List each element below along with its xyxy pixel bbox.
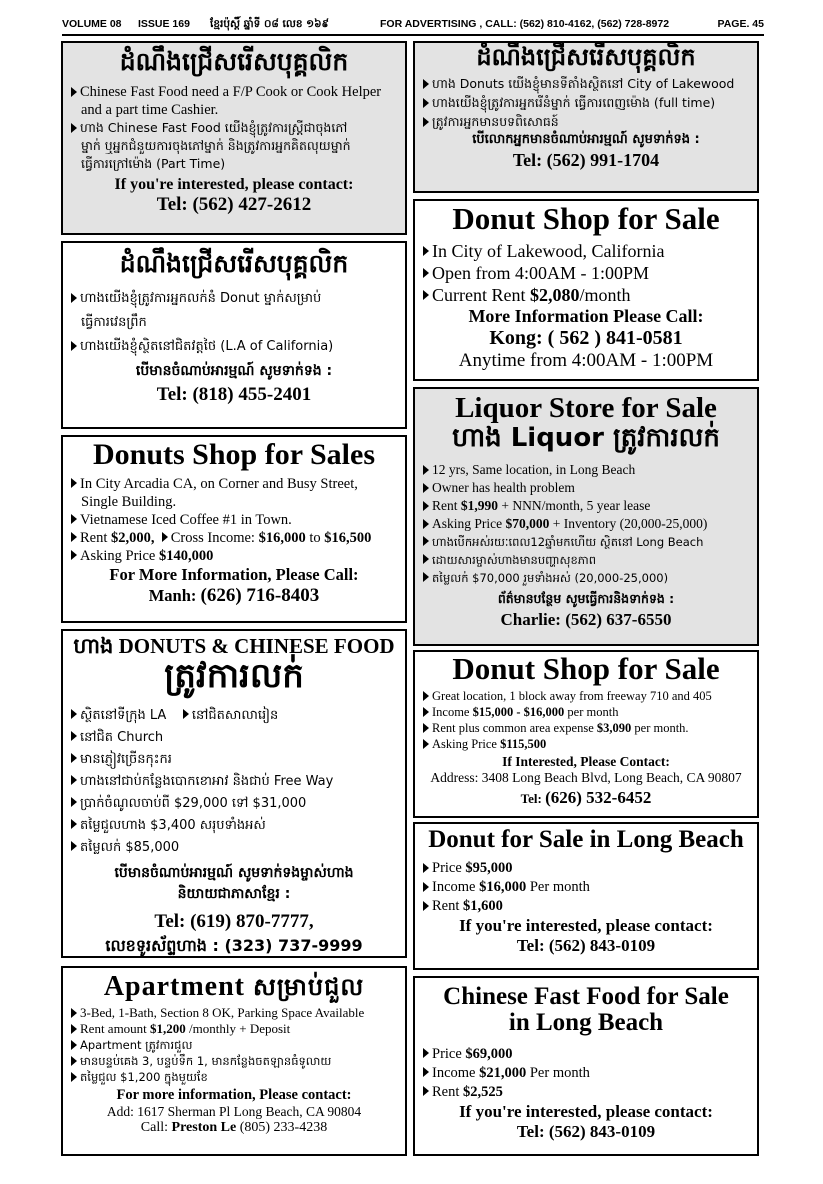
bullet-icon <box>423 98 429 108</box>
ad-title: Donut Shop for Sale <box>452 651 720 686</box>
ad-contact: បើលោកអ្នកមានចំណាប់អារម្មណ៍ សូមទាក់ទង : <box>472 132 700 148</box>
ad-hiring-lakewood-donuts <box>413 41 759 193</box>
ad-line: Single Building. <box>81 493 177 510</box>
bullet-icon <box>71 1056 77 1066</box>
ad-line: and a part time Cashier. <box>81 102 219 119</box>
bullet-icon <box>423 691 429 701</box>
bullet-icon <box>71 478 77 488</box>
bullet-icon <box>423 519 429 529</box>
bullet-icon <box>71 731 77 741</box>
ad-phone: Charlie: (562) 637-6550 <box>500 609 672 629</box>
ad-line: Great location, 1 block away from freeway 710 and 405 <box>423 688 757 704</box>
bullet-icon <box>71 293 77 303</box>
ad-phone: Tel: (626) 532-6452 <box>520 787 652 807</box>
ad-title: Chinese Fast Food for Sale <box>443 983 729 1010</box>
ad-title: ដំណឹងជ្រើសរើសបុគ្គលិក <box>476 43 696 71</box>
ad-contact: បើមានចំណាប់អារម្មណ៍ សូមទាក់ទង : <box>135 363 333 380</box>
ad-line: Rent $2,525 <box>423 1083 757 1102</box>
ad-phone: Tel: (818) 455-2401 <box>156 384 312 406</box>
ad-contact: For More Information, Please Call: <box>109 564 359 584</box>
ad-line: នៅជិត Church <box>71 727 405 749</box>
ad-line: ហាង Chinese Fast Food យើងខ្ញុំត្រូវការស្ដ្រីជាចុងភៅ <box>71 119 405 137</box>
bullet-icon <box>423 117 429 127</box>
page-header <box>62 18 764 34</box>
bullet-icon <box>71 797 77 807</box>
bullet-icon <box>423 465 429 475</box>
bullet-icon <box>71 709 77 719</box>
ad-liquor-store <box>413 387 759 646</box>
bullet-icon <box>423 79 429 89</box>
header-divider <box>62 34 764 36</box>
ad-contact: More Information Please Call: <box>468 305 704 326</box>
ad-title: Donut for Sale in Long Beach <box>428 826 744 853</box>
ad-address: Address: 3408 Long Beach Blvd, Long Beach, CA 90807 <box>430 769 742 785</box>
ad-line: Rent $2,000, Cross Income: $16,000 to $16,500 <box>71 529 405 547</box>
bullet-icon <box>423 1086 429 1096</box>
ad-line: តម្លៃជួល $1,200 ក្នុងមួយខែ <box>71 1069 405 1085</box>
bullet-icon <box>71 841 77 851</box>
bullet-icon <box>183 709 189 719</box>
khmer-date-label: ខ្មែរប៉ុស្ដិ៍ ឆ្នាំទី ០៨ លេខ ១៦៩ <box>210 18 329 30</box>
ad-donut-shop-lakewood <box>413 199 759 381</box>
bullet-icon <box>423 1067 429 1077</box>
ad-contact: If you're interested, please contact: <box>459 1101 713 1121</box>
ad-contact: បើមានចំណាប់អារម្មណ៍ សូមទាក់ទងម្ចាស់ហាង <box>114 864 354 881</box>
bullet-icon <box>71 1008 77 1018</box>
ad-line: តម្លៃជួលហាង $3,400 សរុបទាំងអស់ <box>71 815 405 837</box>
bullet-icon <box>71 819 77 829</box>
ad-line: ត្រូវការអ្នកមានបទពិសោធន៍ <box>423 112 757 131</box>
ad-line: Rent $1,600 <box>423 897 757 916</box>
bullet-icon <box>71 775 77 785</box>
ad-title: Liquor Store for Sale <box>455 392 717 424</box>
ad-title: ដំណឹងជ្រើសរើសបុគ្គលិក <box>119 249 349 278</box>
ad-contact: ព័ត៌មានបន្ថែម សូមធ្វើការនិងទាក់ទង : <box>497 590 675 606</box>
ad-phone: Tel: (562) 843-0109 <box>516 936 656 956</box>
ad-line: In City Arcadia CA, on Corner and Busy Street, <box>71 475 405 493</box>
ad-contact: For more information, Please contact: <box>116 1087 352 1104</box>
advertising-label: FOR ADVERTISING , CALL: (562) 810-4162, (562) 728-8972 <box>380 18 670 30</box>
bullet-icon <box>71 1040 77 1050</box>
bullet-icon <box>423 268 429 278</box>
bullet-icon <box>71 550 77 560</box>
ad-title: Donut Shop for Sale <box>452 201 720 236</box>
bullet-icon <box>423 739 429 749</box>
issue-label: ISSUE 169 <box>138 18 190 30</box>
ad-line: Current Rent $2,080/month <box>423 284 757 306</box>
bullet-icon <box>423 1048 429 1058</box>
ad-chinese-fast-food-long-beach <box>413 976 759 1156</box>
ad-line: Price $69,000 <box>423 1045 757 1064</box>
bullet-icon <box>423 901 429 911</box>
ad-line: Price $95,000 <box>423 859 757 878</box>
ad-subtitle: ត្រូវការលក់ <box>164 656 304 697</box>
bullet-icon <box>71 1072 77 1082</box>
ad-phone: Kong: ( 562 ) 841-0581 <box>489 326 683 349</box>
ad-title: in Long Beach <box>508 1009 664 1037</box>
ad-line: ហាងយើងខ្ញុំត្រូវការអ្នកលក់នំ Donut ម្នាក់សម្រាប់ <box>71 287 405 311</box>
ad-line: តម្លៃលក់ $85,000 <box>71 837 405 859</box>
bullet-icon <box>423 882 429 892</box>
bullet-icon <box>423 483 429 493</box>
ad-line: Chinese Fast Food need a F/P Cook or Cook Helper <box>71 83 405 101</box>
ad-hiring-donut-seller <box>61 241 407 429</box>
ad-line: តម្លៃលក់ $70,000 រួមទាំងអស់ (20,000-25,000) <box>423 569 757 587</box>
bullet-icon <box>71 1024 77 1034</box>
ad-donut-long-beach <box>413 822 759 970</box>
ad-donuts-shop-for-sales <box>61 435 407 623</box>
ad-phone: Tel: (562) 991-1704 <box>512 150 660 171</box>
ad-line: Rent plus common area expense $3,090 per month. <box>423 720 757 736</box>
ad-line: មានបន្ទប់គេង 3, បន្ទប់ទឹក 1, មានកន្លែងចតឡានធំទូលាយ <box>71 1053 405 1069</box>
bullet-icon <box>423 707 429 717</box>
ad-line: មានភ្ញៀវច្រើនកុះករ <box>71 749 405 771</box>
ad-line: ហាងយើងខ្ញុំស្ថិតនៅជិតវត្តថៃ (L.A of California) <box>71 335 405 359</box>
ad-line: ធ្វើការវេនព្រឹក <box>81 315 147 331</box>
ad-contact: If Interested, Please Contact: <box>502 753 670 769</box>
ad-contact: If you're interested, please contact: <box>114 176 354 194</box>
ad-line: Rent amount $1,200 /monthly + Deposit <box>71 1021 405 1037</box>
ad-line: Owner has health problem <box>423 479 757 497</box>
ad-apartment-for-rent <box>61 966 407 1156</box>
bullet-icon <box>423 501 429 511</box>
ad-line: Income $15,000 - $16,000 per month <box>423 704 757 720</box>
ad-line: ធ្វើការក្រៅម៉ោង (Part Time) <box>81 156 226 172</box>
bullet-icon <box>71 514 77 524</box>
bullet-icon <box>423 723 429 733</box>
bullet-icon <box>423 536 429 546</box>
ad-line: ហាងបើកអស់រយៈពេល12ឆ្នាំមកហើយ ស្ថិតនៅ Long Beach <box>423 533 757 551</box>
ad-title: Donuts Shop for Sales <box>92 438 376 471</box>
ad-title: ហាង DONUTS & CHINESE FOOD <box>73 634 395 658</box>
ad-donut-shop-long-beach-blvd <box>413 650 759 818</box>
ad-line: 12 yrs, Same location, in Long Beach <box>423 461 757 479</box>
ad-phone: Tel: (562) 843-0109 <box>516 1121 656 1141</box>
ad-line: Open from 4:00AM - 1:00PM <box>423 262 757 284</box>
ad-line: In City of Lakewood, California <box>423 240 757 262</box>
ad-line: Income $21,000 Per month <box>423 1064 757 1083</box>
bullet-icon <box>71 123 77 133</box>
bullet-icon <box>71 532 77 542</box>
ad-contact: If you're interested, please contact: <box>459 916 713 936</box>
bullet-icon <box>423 246 429 256</box>
ad-line: Income $16,000 Per month <box>423 878 757 897</box>
ad-line: ម្នាក់ ឬអ្នកជំនួយការចុងភៅម្នាក់ និងត្រូវការអ្នកគិតលុយម្នាក់ <box>81 138 351 154</box>
ad-line: 3-Bed, 1-Bath, Section 8 OK, Parking Space Available <box>71 1005 405 1021</box>
ad-line: Vietnamese Iced Coffee #1 in Town. <box>71 511 405 529</box>
ad-line: ហាង Donuts យើងខ្ញុំមានទីតាំងស្ថិតនៅ City of Lakewood <box>423 74 757 93</box>
ad-line: Asking Price $70,000 + Inventory (20,000-25,000) <box>423 515 757 533</box>
bullet-icon <box>423 554 429 564</box>
bullet-icon <box>162 532 168 542</box>
bullet-icon <box>71 341 77 351</box>
ad-phone: Tel: (619) 870-7777, <box>154 910 314 932</box>
ad-title: Apartment សម្រាប់ជួល <box>103 971 365 1002</box>
bullet-icon <box>423 572 429 582</box>
ad-donuts-chinese-food <box>61 629 407 958</box>
ad-line: Asking Price $140,000 <box>71 547 405 565</box>
bullet-icon <box>423 290 429 300</box>
ad-line: Rent $1,990 + NNN/month, 5 year lease <box>423 497 757 515</box>
ad-hours: Anytime from 4:00AM - 1:00PM <box>458 349 714 371</box>
ad-line: ស្ថិតនៅទីក្រុង LA នៅជិតសាលារៀន <box>71 705 405 727</box>
ad-phone: លេខទូរស័ព្ទហាង : (323) 737-9999 <box>105 935 363 955</box>
ad-line: ដោយសារម្ចាស់ហាងមានបញ្ហាសុខភាព <box>423 551 757 569</box>
page-number: PAGE. 45 <box>717 18 764 30</box>
volume-label: VOLUME 08 <box>62 18 122 30</box>
ad-address: Add: 1617 Sherman Pl Long Beach, CA 90804 <box>106 1104 362 1120</box>
bullet-icon <box>71 753 77 763</box>
ad-phone: Call: Preston Le (805) 233-4238 <box>140 1120 328 1136</box>
ad-line: Asking Price $115,500 <box>423 736 757 752</box>
ad-hiring-chinese-fast-food <box>61 41 407 235</box>
bullet-icon <box>423 863 429 873</box>
ad-line: ប្រាក់ចំណូលចាប់ពី $29,000 ទៅ $31,000 <box>71 793 405 815</box>
ad-title: ដំណឹងជ្រើសរើសបុគ្គលិក <box>119 47 349 76</box>
ad-line: ហាងយើងខ្ញុំត្រូវការអ្នករើនំម្នាក់ ធ្វើការពេញម៉ោង (full time) <box>423 93 757 112</box>
ad-phone: Manh: (626) 716-8403 <box>148 584 320 606</box>
bullet-icon <box>71 87 77 97</box>
ad-phone: Tel: (562) 427-2612 <box>156 194 312 216</box>
ad-line: Apartment ត្រូវការជួល <box>71 1037 405 1053</box>
ad-subtitle: ហាង Liquor ត្រូវការលក់ <box>452 423 720 454</box>
ad-contact: និយាយជាភាសាខ្មែរ : <box>177 885 291 902</box>
ad-line: ហាងនៅជាប់កន្លែងបោកខោអាវ និងជាប់ Free Way <box>71 771 405 793</box>
